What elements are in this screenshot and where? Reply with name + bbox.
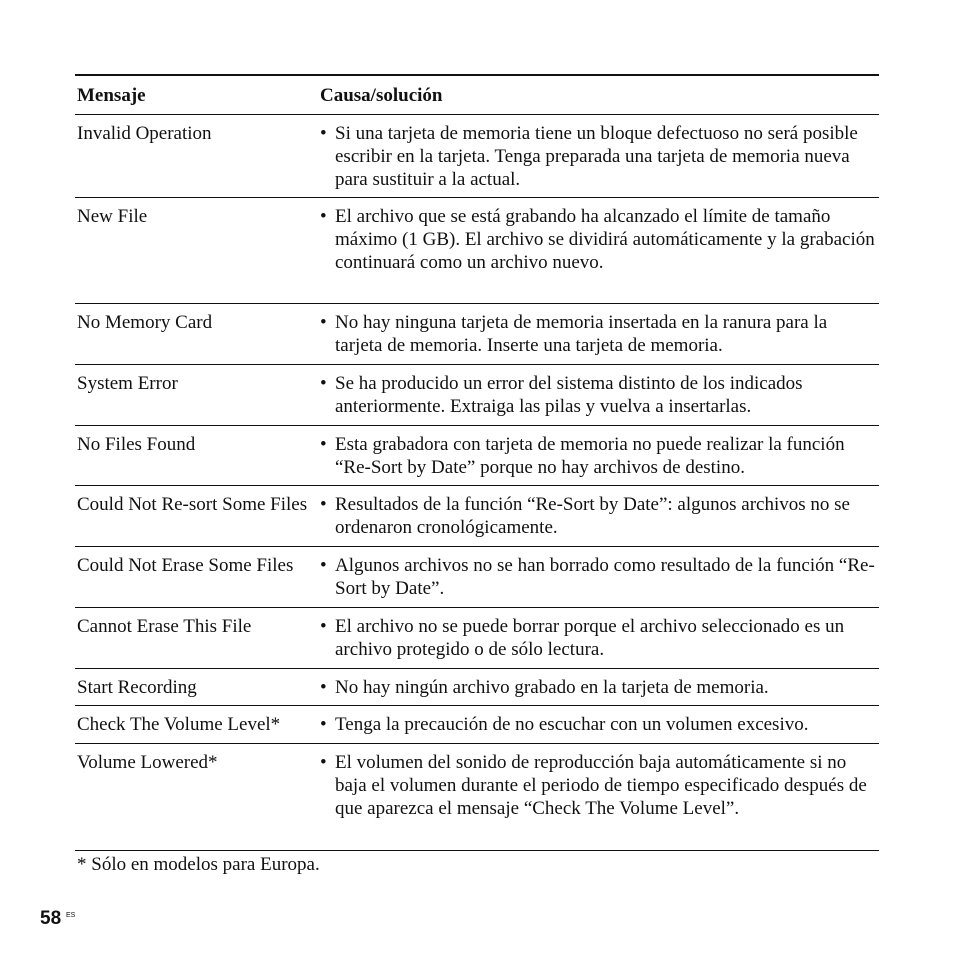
bullet: • <box>320 752 327 773</box>
row-cause-text: Algunos archivos no se han borrado como resultado de la función “Re-Sort by Date”. <box>335 555 875 599</box>
table-row <box>75 706 879 744</box>
table-header-row <box>75 76 879 115</box>
row-cause-text: No hay ningún archivo grabado en la tarjeta de memoria. <box>335 677 769 698</box>
row-message: Invalid Operation <box>77 123 212 144</box>
table-row <box>75 669 879 706</box>
row-message: Could Not Erase Some Files <box>77 555 294 576</box>
row-cause-text: Se ha producido un error del sistema distinto de los indicados anteriormente. Extraiga las pilas y vuelva a insertarlas. <box>335 373 803 417</box>
bullet: • <box>320 714 327 735</box>
table-row <box>75 744 879 851</box>
row-message: Check The Volume Level* <box>77 714 281 735</box>
header-message: Mensaje <box>77 85 146 106</box>
row-cause <box>320 493 879 546</box>
row-cause-text: No hay ninguna tarjeta de memoria insertada en la ranura para la tarjeta de memoria. Inserte una tarjeta de memoria. <box>335 312 828 356</box>
row-cause <box>320 311 879 364</box>
table-row <box>75 115 879 198</box>
header-cause: Causa/solución <box>320 85 443 106</box>
bullet: • <box>320 434 327 455</box>
row-cause <box>320 433 879 485</box>
row-cause <box>320 751 879 850</box>
bullet: • <box>320 312 327 333</box>
row-message: System Error <box>77 373 178 394</box>
table-row <box>75 426 879 486</box>
table-row <box>75 547 879 608</box>
row-message: Cannot Erase This File <box>77 616 252 637</box>
row-cause-text: El archivo no se puede borrar porque el archivo seleccionado es un archivo protegido o de sólo lectura. <box>335 616 845 660</box>
bullet: • <box>320 206 327 227</box>
row-cause <box>320 554 879 607</box>
row-cause-text: El volumen del sonido de reproducción baja automáticamente si no baja el volumen durante el periodo de tiempo especificado después de que aparezca el mensaje “Check The Volume Level”. <box>335 752 867 819</box>
table-row <box>75 608 879 669</box>
table-row <box>75 365 879 426</box>
row-cause <box>320 713 879 743</box>
table-row <box>75 198 879 304</box>
row-cause-text: Tenga la precaución de no escuchar con un volumen excesivo. <box>335 714 809 735</box>
bullet: • <box>320 373 327 394</box>
row-message: New File <box>77 206 148 227</box>
row-cause <box>320 372 879 425</box>
bullet: • <box>320 555 327 576</box>
table-row <box>75 304 879 365</box>
footnote: * Sólo en modelos para Europa. <box>77 854 320 875</box>
row-message: No Memory Card <box>77 312 213 333</box>
row-cause-text: Si una tarjeta de memoria tiene un bloque defectuoso no será posible escribir en la tarjeta. Tenga preparada una tarjeta de memoria nueva para sustituir a la actual. <box>335 123 858 190</box>
page-language-code: ES <box>66 912 76 919</box>
table-row <box>75 486 879 547</box>
bullet: • <box>320 677 327 698</box>
row-cause <box>320 676 879 705</box>
row-message: Volume Lowered* <box>77 752 218 773</box>
row-cause <box>320 122 879 197</box>
row-cause <box>320 615 879 668</box>
row-cause-text: El archivo que se está grabando ha alcanzado el límite de tamaño máximo (1 GB). El archivo se dividirá automáticamente y la grabación continuará como un archivo nuevo. <box>335 206 875 273</box>
row-cause-text: Esta grabadora con tarjeta de memoria no puede realizar la función “Re-Sort by Date” porque no hay archivos de destino. <box>335 434 845 478</box>
bullet: • <box>320 616 327 637</box>
row-message: Start Recording <box>77 677 197 698</box>
row-cause <box>320 205 879 303</box>
bullet: • <box>320 494 327 515</box>
row-message: Could Not Re-sort Some Files <box>77 494 308 515</box>
row-cause-text: Resultados de la función “Re-Sort by Date”: algunos archivos no se ordenaron cronológicamente. <box>335 494 850 538</box>
row-message: No Files Found <box>77 434 196 455</box>
bullet: • <box>320 123 327 144</box>
messages-table <box>75 74 879 851</box>
page-number: 58 <box>40 908 62 929</box>
